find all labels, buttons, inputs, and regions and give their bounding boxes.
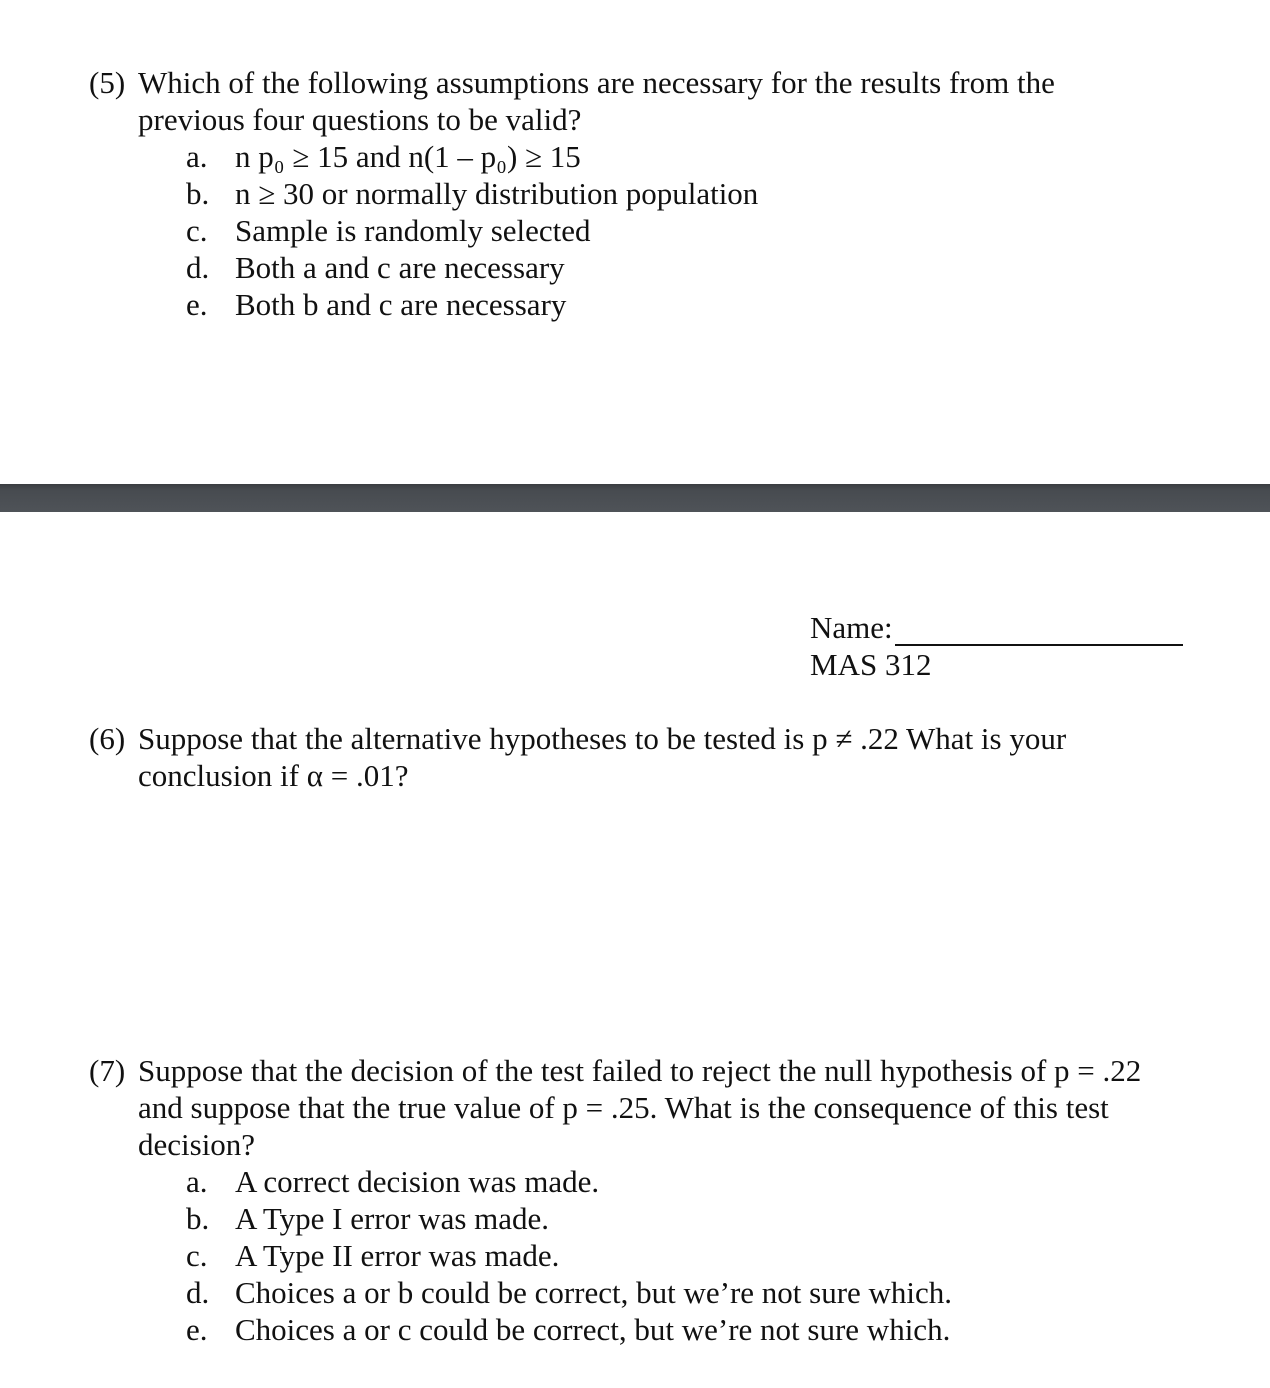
name-label: Name:	[810, 610, 893, 645]
option-text: Choices a or c could be correct, but we’re not sure which.	[235, 1312, 951, 1347]
question-7-line-1	[89, 1052, 1199, 1089]
course-code: MAS 312	[810, 647, 932, 682]
question-5-text-2: previous four questions to be valid?	[138, 102, 582, 137]
name-blank	[895, 614, 1183, 646]
question-5-option-a	[89, 138, 1199, 175]
option-text: A Type I error was made.	[235, 1201, 550, 1236]
option-letter: c.	[186, 213, 208, 248]
option-text: Both b and c are necessary	[235, 287, 567, 322]
option-text: A Type II error was made.	[235, 1238, 560, 1273]
question-7-text-3: decision?	[138, 1127, 256, 1162]
option-letter: e.	[186, 1312, 208, 1347]
student-header	[810, 609, 1190, 683]
option-text: Choices a or b could be correct, but we’re not sure which.	[235, 1275, 953, 1310]
option-text: n p₀ ≥ 15 and n(1 – p₀) ≥ 15	[235, 139, 581, 174]
question-7	[89, 1052, 1199, 1348]
name-line	[810, 609, 1190, 646]
question-5-line-1	[89, 64, 1199, 101]
question-6-line-1	[89, 720, 1199, 757]
option-text: n ≥ 30 or normally distribution population	[235, 176, 759, 211]
option-letter: c.	[186, 1238, 208, 1273]
question-6-text-2: conclusion if α = .01?	[138, 758, 409, 793]
question-5-options	[89, 138, 1199, 323]
question-5-option-d	[89, 249, 1199, 286]
option-text: A correct decision was made.	[235, 1164, 600, 1199]
option-letter: d.	[186, 1275, 210, 1310]
question-5-option-c	[89, 212, 1199, 249]
question-7-text-2: and suppose that the true value of p = .25. What is the consequence of this test	[138, 1090, 1109, 1125]
question-7-option-c	[89, 1237, 1199, 1274]
question-6-text-1: Suppose that the alternative hypotheses to be tested is p ≠ .22 What is your	[138, 721, 1067, 756]
question-5-option-e	[89, 286, 1199, 323]
question-6	[89, 720, 1199, 794]
question-7-option-d	[89, 1274, 1199, 1311]
option-letter: a.	[186, 139, 208, 174]
question-7-option-a	[89, 1163, 1199, 1200]
option-text: Both a and c are necessary	[235, 250, 565, 285]
option-text: Sample is randomly selected	[235, 213, 591, 248]
question-5-number: (5)	[89, 65, 126, 100]
question-6-number: (6)	[89, 721, 126, 756]
question-7-text-1: Suppose that the decision of the test failed to reject the null hypothesis of p = .22	[138, 1053, 1142, 1088]
question-7-options	[89, 1163, 1199, 1348]
option-letter: e.	[186, 287, 208, 322]
question-5-text-1: Which of the following assumptions are necessary for the results from the	[138, 65, 1055, 100]
option-letter: a.	[186, 1164, 208, 1199]
question-7-option-e	[89, 1311, 1199, 1348]
option-letter: b.	[186, 176, 210, 211]
question-7-number: (7)	[89, 1053, 126, 1088]
question-7-option-b	[89, 1200, 1199, 1237]
question-5	[89, 64, 1199, 323]
option-letter: b.	[186, 1201, 210, 1236]
option-letter: d.	[186, 250, 210, 285]
page-divider	[0, 484, 1270, 512]
question-5-option-b	[89, 175, 1199, 212]
